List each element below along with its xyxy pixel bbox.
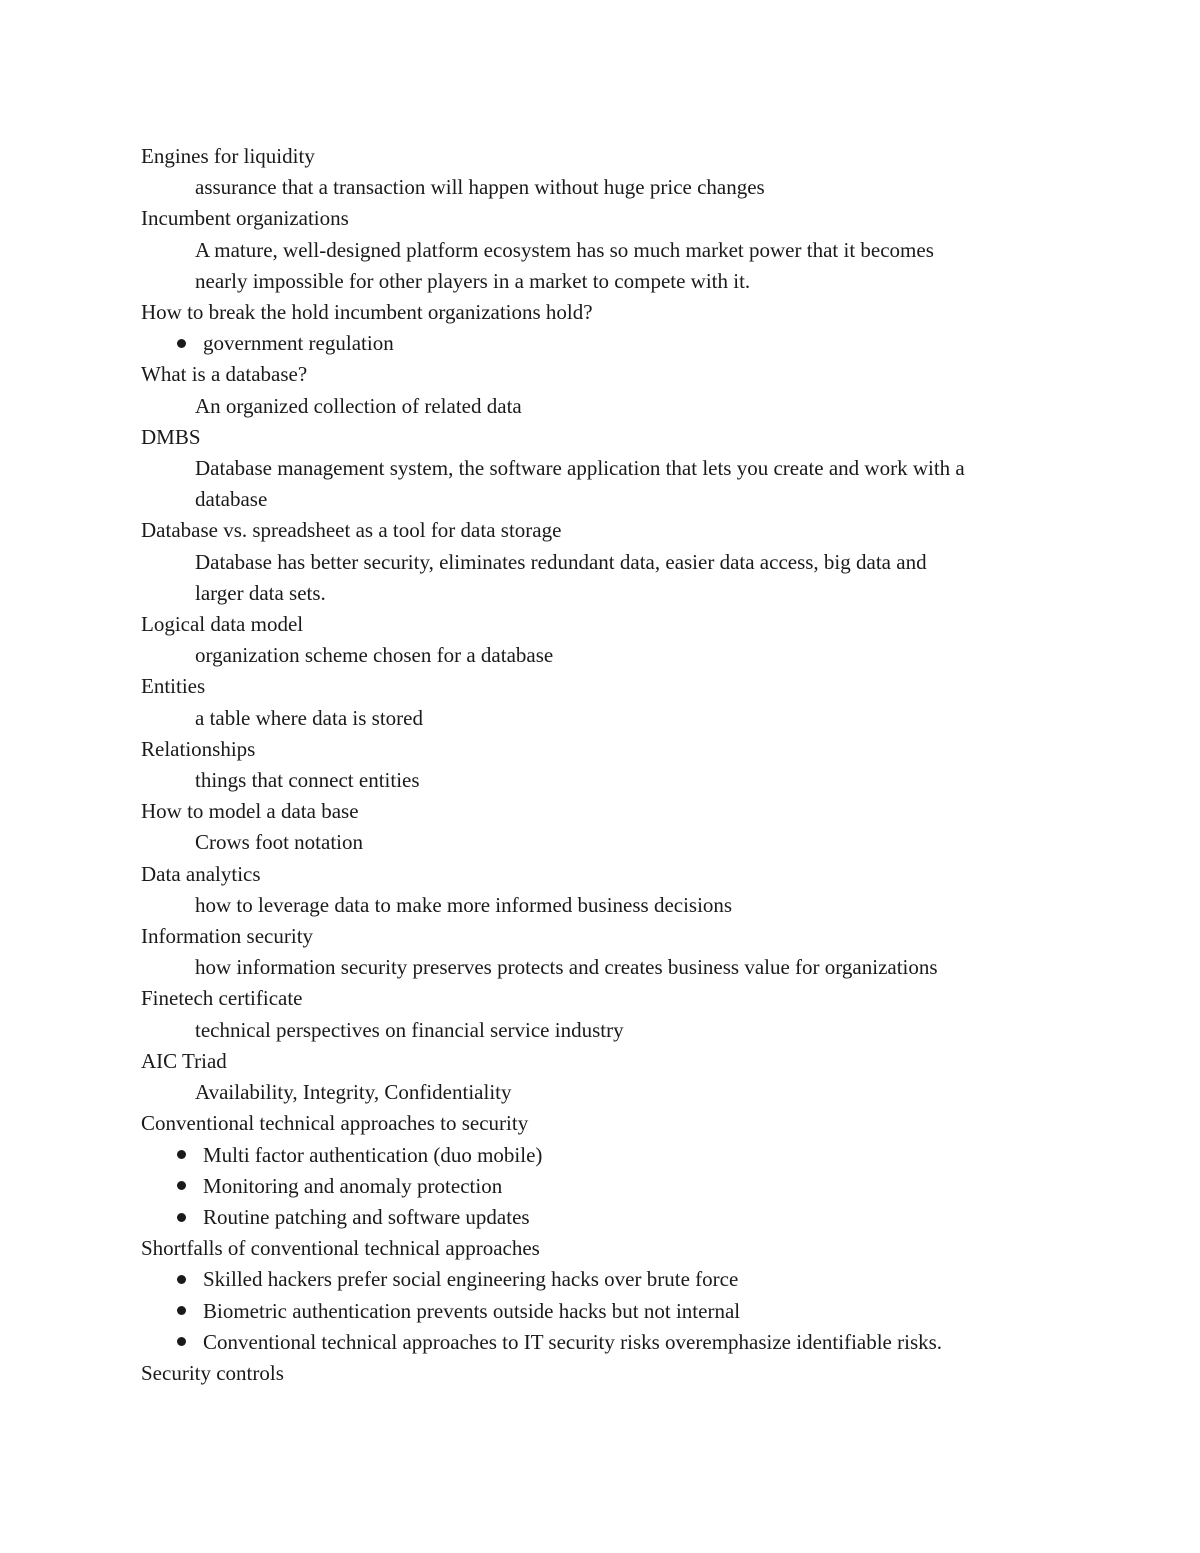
line-text: An organized collection of related data [195, 393, 522, 418]
term-heading [141, 609, 1081, 640]
line-text: database [195, 487, 268, 512]
line-text: Engines for liquidity [141, 144, 315, 168]
bullet-item [141, 328, 1081, 359]
definition-text [141, 827, 1081, 858]
line-text: How to model a data base [141, 799, 359, 824]
term-heading [141, 1046, 1081, 1077]
line-text: Crows foot notation [195, 830, 363, 855]
bullet-icon [177, 1150, 186, 1159]
term-heading [141, 734, 1081, 765]
bullet-icon [177, 1213, 186, 1222]
line-text: Relationships [141, 736, 256, 761]
line-text: how to leverage data to make more informed business decisions [195, 892, 733, 917]
line-text: Security controls [141, 1360, 284, 1385]
line-text: technical perspectives on financial service industry [195, 1017, 624, 1042]
definition-text [141, 1077, 1081, 1108]
line-text: organization scheme chosen for a database [195, 643, 554, 668]
line-text: Shortfalls of conventional technical approaches [141, 1236, 540, 1261]
definition-text [141, 453, 1081, 484]
line-text: Finetech certificate [141, 986, 303, 1011]
line-text: larger data sets. [195, 580, 326, 605]
definition-text [141, 578, 1081, 609]
bullet-icon [177, 1181, 186, 1190]
line-text: AIC Triad [141, 1048, 227, 1073]
term-heading [141, 141, 1081, 172]
bullet-icon [177, 1275, 186, 1284]
line-text: Incumbent organizations [141, 206, 349, 231]
line-text: Skilled hackers prefer social engineering hacks over brute force [203, 1267, 739, 1292]
bullet-icon [177, 339, 186, 348]
line-text: government regulation [203, 331, 394, 356]
document-body [141, 141, 1081, 1389]
line-text: Database vs. spreadsheet as a tool for data storage [141, 518, 562, 543]
term-heading [141, 1358, 1081, 1389]
bullet-icon [177, 1337, 186, 1346]
bullet-item [141, 1327, 1081, 1358]
term-heading [141, 1233, 1081, 1264]
definition-text [141, 703, 1081, 734]
line-text: Information security [141, 924, 314, 949]
term-heading [141, 297, 1081, 328]
line-text: Availability, Integrity, Confidentiality [195, 1080, 512, 1105]
term-heading [141, 515, 1081, 546]
line-text: Entities [141, 674, 206, 699]
term-heading [141, 671, 1081, 702]
line-text: Conventional technical approaches to security [141, 1111, 529, 1136]
definition-text [141, 890, 1081, 921]
line-text: Routine patching and software updates [203, 1204, 530, 1229]
term-heading [141, 921, 1081, 952]
term-heading [141, 359, 1081, 390]
definition-text [141, 266, 1081, 297]
bullet-item [141, 1296, 1081, 1327]
line-text: Multi factor authentication (duo mobile) [203, 1142, 543, 1167]
line-text: nearly impossible for other players in a market to compete with it. [195, 268, 751, 293]
definition-text [141, 640, 1081, 671]
line-text: A mature, well-designed platform ecosystem has so much market power that it becomes [195, 237, 934, 262]
line-text: Biometric authentication prevents outside hacks but not internal [203, 1298, 741, 1323]
definition-text [141, 547, 1081, 578]
line-text: assurance that a transaction will happen without huge price changes [195, 175, 765, 200]
line-text: Monitoring and anomaly protection [203, 1173, 503, 1198]
bullet-item [141, 1202, 1081, 1233]
term-heading [141, 796, 1081, 827]
term-heading [141, 983, 1081, 1014]
line-text: a table where data is stored [195, 705, 423, 730]
definition-text [141, 484, 1081, 515]
line-text: Database management system, the software application that lets you create and work with a [195, 456, 965, 481]
definition-text [141, 765, 1081, 796]
line-text: Conventional technical approaches to IT security risks overemphasize identifiable risks. [203, 1329, 943, 1354]
line-text: How to break the hold incumbent organizations hold? [141, 300, 593, 325]
line-text: Data analytics [141, 861, 261, 886]
definition-text [141, 172, 1081, 203]
definition-text [141, 235, 1081, 266]
term-heading [141, 422, 1081, 453]
line-text: Logical data model [141, 612, 304, 637]
bullet-item [141, 1140, 1081, 1171]
line-text: What is a database? [141, 362, 308, 387]
line-text: things that connect entities [195, 768, 420, 793]
line-text: Database has better security, eliminates redundant data, easier data access, big data and [195, 549, 927, 574]
bullet-icon [177, 1306, 186, 1315]
term-heading [141, 203, 1081, 234]
bullet-item [141, 1264, 1081, 1295]
term-heading [141, 859, 1081, 890]
bullet-item [141, 1171, 1081, 1202]
line-text: how information security preserves protects and creates business value for organizations [195, 955, 938, 980]
definition-text [141, 1015, 1081, 1046]
line-text: DMBS [141, 424, 201, 449]
definition-text [141, 952, 1081, 983]
definition-text [141, 391, 1081, 422]
term-heading [141, 1108, 1081, 1139]
